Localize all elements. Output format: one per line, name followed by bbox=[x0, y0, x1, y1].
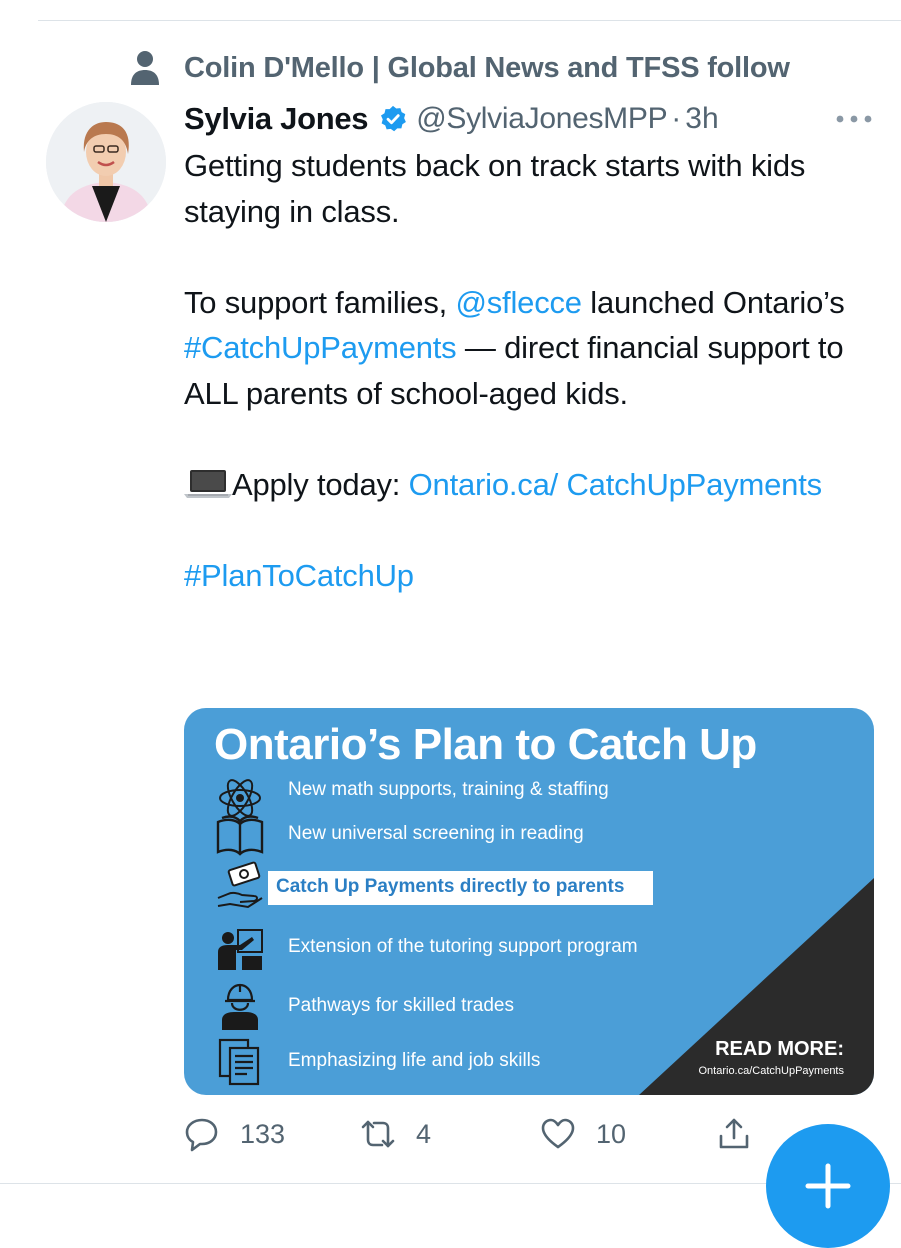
text-segment: — direct financial support to ALL parents of school-aged kids. bbox=[184, 330, 844, 411]
open-book-icon bbox=[214, 810, 266, 862]
apply-text: Apply today: bbox=[232, 466, 409, 502]
tweet-paragraph-2 bbox=[184, 280, 874, 417]
retweet-button[interactable] bbox=[360, 1112, 431, 1156]
hashtag-link-plan[interactable]: #PlanToCatchUp bbox=[184, 557, 414, 593]
like-count: 10 bbox=[596, 1118, 627, 1149]
reply-icon bbox=[184, 1116, 220, 1152]
compose-tweet-button[interactable] bbox=[766, 1124, 890, 1248]
text-segment: launched Ontario’s bbox=[581, 284, 845, 320]
text-segment: To support families, bbox=[184, 284, 456, 320]
hashtag-link[interactable]: #CatchUpPayments bbox=[184, 330, 457, 365]
share-button[interactable] bbox=[716, 1112, 752, 1156]
social-context-text: Colin D'Mello | Global News and TFSS follow bbox=[184, 51, 790, 84]
plan-item-label: New math supports, training & staffing bbox=[288, 779, 609, 800]
more-options-icon[interactable] bbox=[834, 113, 874, 125]
apply-link[interactable]: Ontario.ca/ CatchUpPayments bbox=[408, 466, 822, 502]
person-icon bbox=[130, 50, 160, 86]
tweet-actions bbox=[184, 1112, 764, 1156]
author-row bbox=[184, 96, 719, 142]
heart-icon bbox=[540, 1116, 576, 1152]
tweet-text bbox=[184, 143, 874, 598]
hardhat-worker-icon bbox=[214, 980, 266, 1032]
plus-icon bbox=[800, 1158, 856, 1214]
plan-item-label: Emphasizing life and job skills bbox=[288, 1050, 541, 1071]
retweet-count: 4 bbox=[416, 1118, 432, 1149]
like-button[interactable] bbox=[540, 1112, 626, 1156]
share-icon bbox=[716, 1116, 752, 1152]
reply-button[interactable] bbox=[184, 1112, 285, 1156]
social-context[interactable] bbox=[130, 48, 790, 88]
media-title: Ontario’s Plan to Catch Up bbox=[214, 720, 757, 769]
media-image[interactable] bbox=[184, 708, 874, 1095]
documents-icon bbox=[214, 1036, 266, 1088]
tweet-paragraph-4 bbox=[184, 553, 874, 599]
plan-item-highlight-label: Catch Up Payments directly to parents bbox=[276, 876, 625, 897]
read-more bbox=[698, 1038, 844, 1077]
plan-item-label: Extension of the tutoring support program bbox=[288, 936, 638, 957]
retweet-icon bbox=[360, 1116, 396, 1152]
money-hand-icon bbox=[214, 860, 266, 912]
tweet-paragraph-1: Getting students back on track starts with kids staying in class. bbox=[184, 148, 806, 229]
mention-link[interactable]: @sflecce bbox=[455, 284, 582, 320]
avatar[interactable] bbox=[46, 102, 166, 222]
plan-item-label: Pathways for skilled trades bbox=[288, 995, 514, 1016]
top-divider bbox=[38, 20, 901, 21]
author-handle[interactable]: @SylviaJonesMPP bbox=[416, 102, 668, 135]
avatar-portrait bbox=[46, 102, 166, 222]
read-more-url: Ontario.ca/CatchUpPayments bbox=[698, 1065, 844, 1077]
reply-count: 133 bbox=[240, 1118, 286, 1149]
tweet-timestamp[interactable]: 3h bbox=[685, 102, 719, 135]
separator-dot: · bbox=[671, 102, 682, 135]
author-name[interactable]: Sylvia Jones bbox=[184, 101, 369, 136]
laptop-icon bbox=[184, 469, 232, 499]
verified-badge-icon bbox=[378, 104, 408, 134]
plan-item-label: New universal screening in reading bbox=[288, 823, 584, 844]
tweet-paragraph-3 bbox=[184, 462, 874, 508]
teacher-board-icon bbox=[214, 924, 266, 976]
read-more-title: READ MORE: bbox=[715, 1038, 844, 1060]
